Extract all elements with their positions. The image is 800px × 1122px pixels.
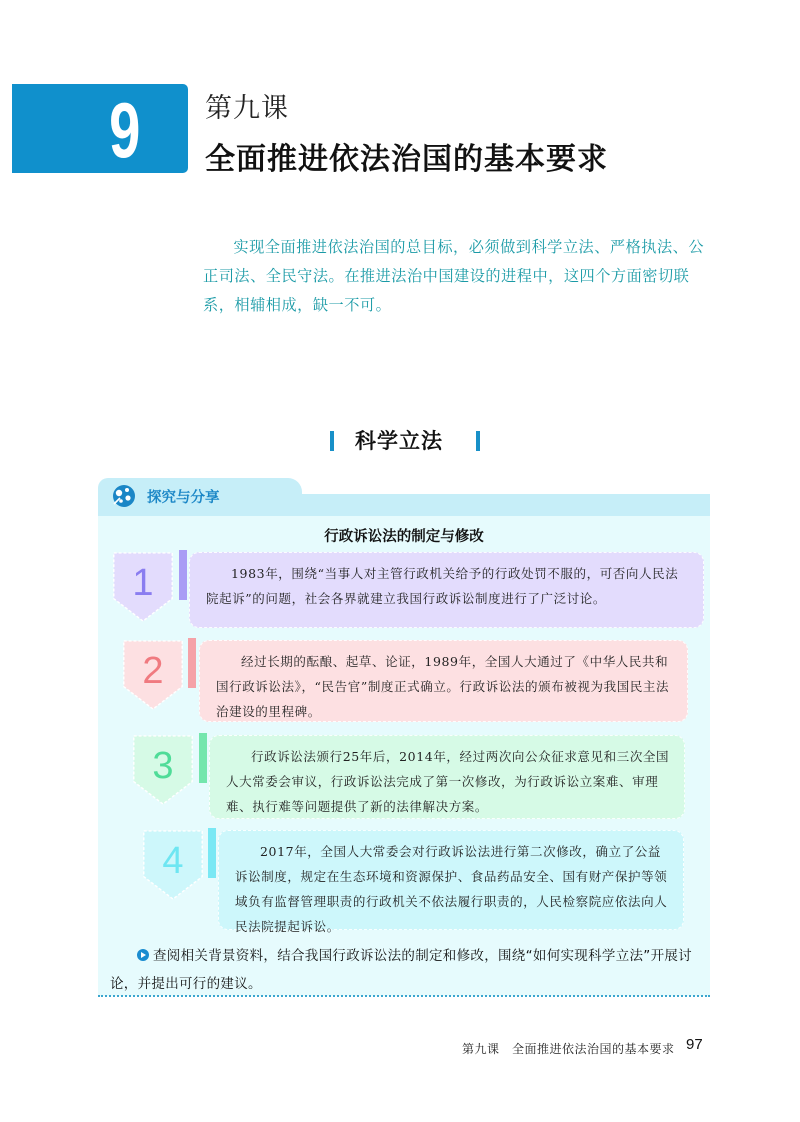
lesson-number: 9 bbox=[108, 86, 140, 174]
section-title: 科学立法 bbox=[355, 429, 443, 453]
play-arrow-icon bbox=[137, 949, 149, 961]
explore-share-icon bbox=[112, 484, 136, 508]
panel-title: 行政诉讼法的制定与修改 bbox=[324, 529, 484, 545]
section-bar-right bbox=[476, 431, 480, 451]
page-number: 97 bbox=[686, 1036, 703, 1053]
explore-share-panel bbox=[98, 478, 710, 998]
step-4-text: 2017年，全国人大常委会对行政诉讼法进行第二次修改，确立了公益诉讼制度，规定在生态环境和资源保护、食品药品安全、国有财产保护等领域负有监督管理职责的行政机关不依法履行职责的，人民检察院应依法向人民法院提起诉讼。 bbox=[218, 830, 684, 930]
step-4-number: 4 bbox=[162, 840, 184, 882]
lesson-number-badge bbox=[12, 84, 188, 173]
step-2-number: 2 bbox=[142, 650, 164, 692]
running-footer-title: 第九课 全面推进依法治国的基本要求 bbox=[462, 1042, 675, 1056]
step-2-text: 经过长期的酝酿、起草、论证，1989年，全国人大通过了《中华人民共和国行政诉讼法》，“民告官”制度正式确立。行政诉讼法的颁布被视为我国民主法治建设的里程碑。 bbox=[199, 640, 688, 722]
step-1-tick bbox=[179, 550, 187, 600]
lesson-label: 第九课 bbox=[205, 93, 289, 124]
step-3-number: 3 bbox=[152, 745, 174, 787]
panel-dotted-divider bbox=[98, 995, 710, 997]
step-2-tick bbox=[188, 638, 196, 688]
section-bar-left bbox=[330, 431, 334, 451]
discussion-text: 查阅相关背景资料，结合我国行政诉讼法的制定和修改，围绕“如何实现科学立法”开展讨论，并提出可行的建议。 bbox=[110, 948, 692, 992]
step-1-number: 1 bbox=[132, 562, 154, 604]
lesson-title: 全面推进依法治国的基本要求 bbox=[205, 142, 608, 177]
step-3-text: 行政诉讼法颁行25年后，2014年，经过两次向公众征求意见和三次全国人大常委会审议，行政诉讼法完成了第一次修改，为行政诉讼立案难、审理难、执行难等问题提供了新的法律解决方案。 bbox=[209, 735, 685, 819]
intro-paragraph: 实现全面推进依法治国的总目标，必须做到科学立法、严格执法、公正司法、全民守法。在推进法治中国建设的进程中，这四个方面密切联系，相辅相成，缺一不可。 bbox=[203, 238, 705, 314]
explore-share-label: 探究与分享 bbox=[147, 490, 220, 506]
discussion-prompt bbox=[110, 942, 700, 998]
step-4-tick bbox=[208, 828, 216, 878]
step-1-text: 1983年，围绕“当事人对主管行政机关给予的行政处罚不服的，可否向人民法院起诉”的问题，社会各界就建立我国行政诉讼制度进行了广泛讨论。 bbox=[189, 552, 704, 628]
section-heading bbox=[330, 423, 480, 459]
step-3-tick bbox=[199, 733, 207, 783]
